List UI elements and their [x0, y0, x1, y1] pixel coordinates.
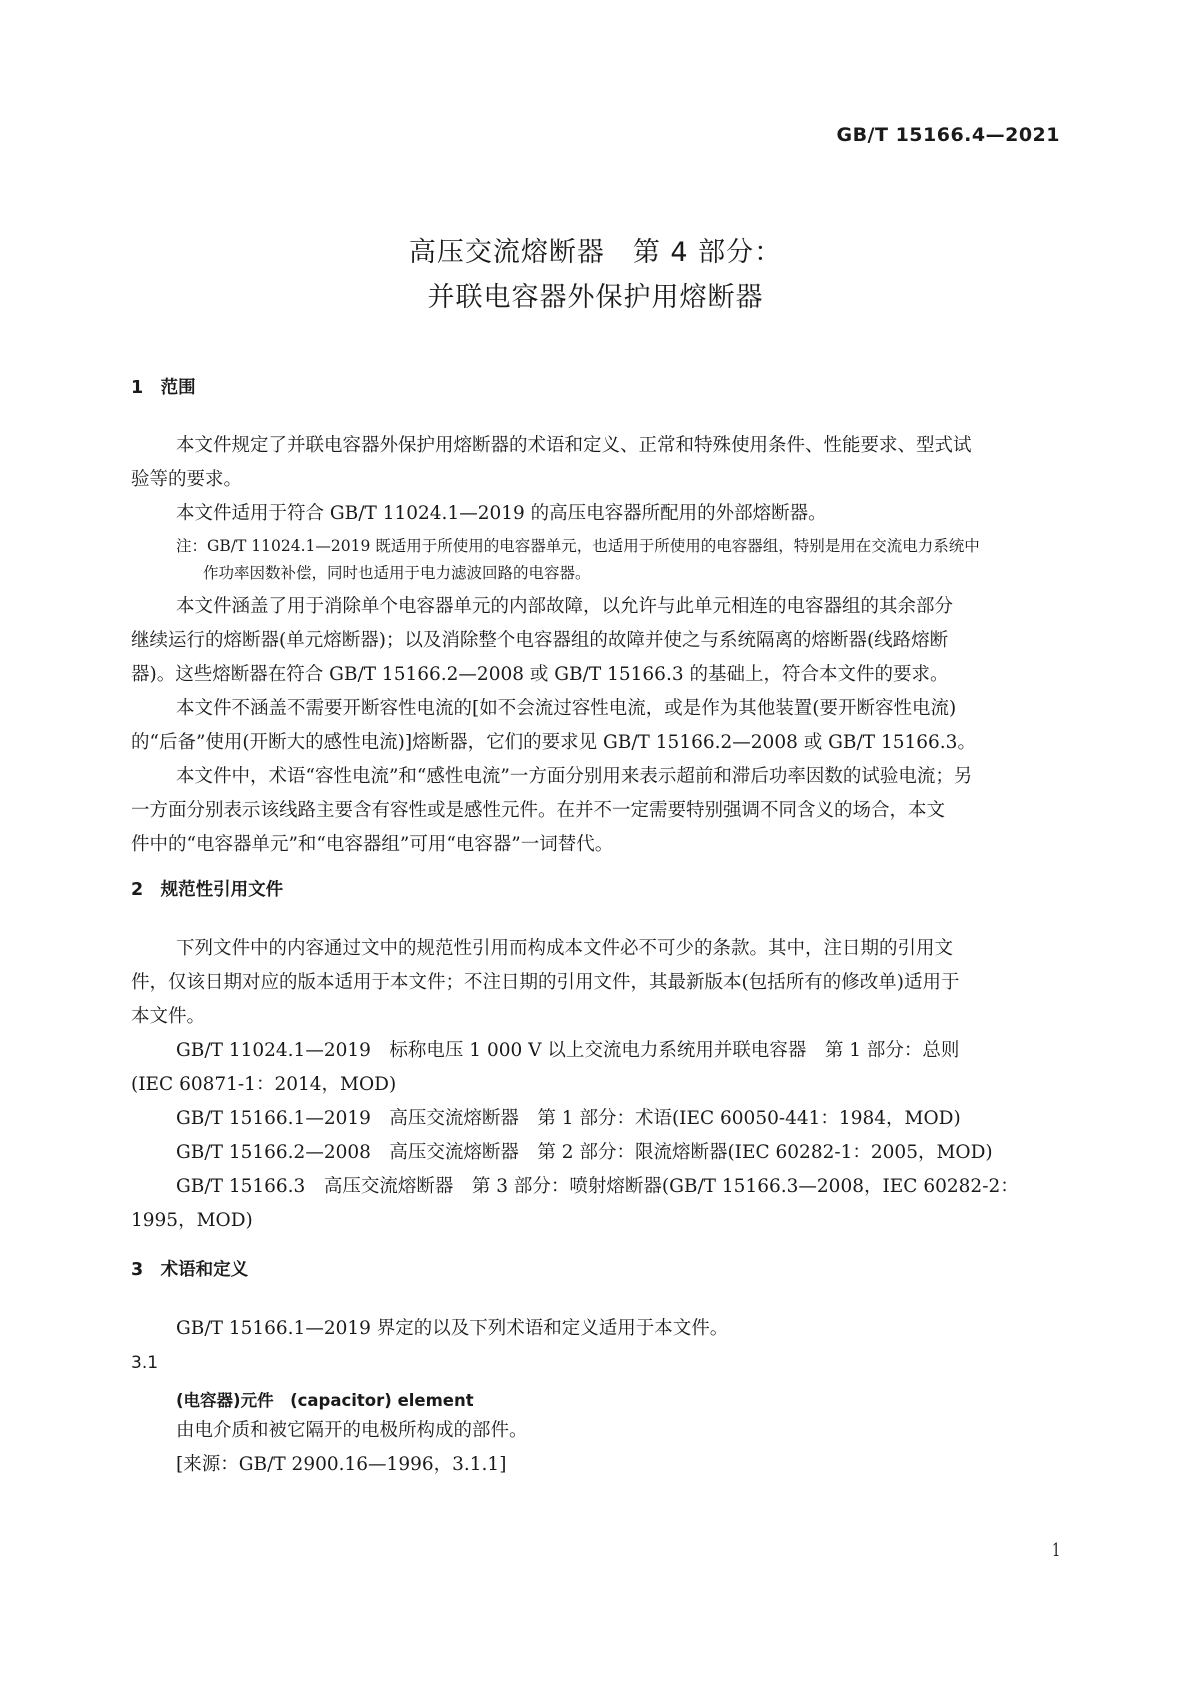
term-source: [来源：GB/T 2900.16—1996，3.1.1] [176, 1454, 507, 1475]
section-3-heading: 3 术语和定义 [131, 1260, 249, 1280]
s2-ref-1-line-1: GB/T 11024.1—2019 标称电压 1 000 V 以上交流电力系统用并联电容器 第 1 部分：总则 [176, 1040, 960, 1061]
s2-p1-line-1: 下列文件中的内容通过文中的规范性引用而构成本文件必不可少的条款。其中，注日期的引用文 [176, 938, 954, 959]
document-number: GB/T 15166.4—2021 [836, 124, 1060, 146]
s1-p5-line-1: 本文件中，术语“容性电流”和“感性电流”一方面分别用来表示超前和滞后功率因数的试验电流；另 [176, 766, 973, 787]
section-2-heading: 2 规范性引用文件 [131, 880, 284, 900]
s2-p1-line-3: 本文件。 [131, 1006, 206, 1027]
term-name: (电容器)元件 (capacitor) element [176, 1391, 474, 1410]
s1-p5-line-3: 件中的“电容器单元”和“电容器组”可用“电容器”一词替代。 [131, 834, 614, 855]
s2-ref-2: GB/T 15166.1—2019 高压交流熔断器 第 1 部分：术语(IEC 60050-441：1984，MOD) [176, 1108, 961, 1129]
s1-note-line-1: 注：GB/T 11024.1—2019 既适用于所使用的电容器单元，也适用于所使用的电容器组，特别是用在交流电力系统中 [176, 537, 980, 555]
section-1-heading: 1 范围 [131, 378, 196, 398]
s1-p4-line-1: 本文件不涵盖不需要开断容性电流的[如不会流过容性电流，或是作为其他装置(要开断容性电流) [176, 698, 957, 719]
s2-ref-4-line-1: GB/T 15166.3 高压交流熔断器 第 3 部分：喷射熔断器(GB/T 15166.3—2008，IEC 60282-2： [176, 1176, 1019, 1197]
s2-p1-line-2: 件，仅该日期对应的版本适用于本文件；不注日期的引用文件，其最新版本(包括所有的修改单)适用于 [131, 972, 960, 993]
term-entry-number: 3.1 [131, 1353, 159, 1373]
s1-p4-line-2: 的“后备”使用(开断大的感性电流)]熔断器，它们的要求见 GB/T 15166.2—2008 或 GB/T 15166.3。 [131, 732, 976, 753]
s1-note-line-2: 作功率因数补偿，同时也适用于电力滤波回路的电容器。 [203, 564, 591, 582]
s2-ref-1-line-2: (IEC 60871-1：2014，MOD) [131, 1074, 397, 1095]
s1-p1-line-2: 验等的要求。 [131, 469, 243, 490]
title-line-1: 高压交流熔断器 第 4 部分： [408, 237, 783, 268]
s2-ref-4-line-2: 1995，MOD) [131, 1210, 253, 1231]
term-definition: 由电介质和被它隔开的电极所构成的部件。 [176, 1420, 528, 1441]
s2-ref-3: GB/T 15166.2—2008 高压交流熔断器 第 2 部分：限流熔断器(IEC 60282-1：2005，MOD) [176, 1142, 993, 1163]
s1-p1-line-1: 本文件规定了并联电容器外保护用熔断器的术语和定义、正常和特殊使用条件、性能要求、型式试 [176, 435, 972, 456]
s3-p1: GB/T 15166.1—2019 界定的以及下列术语和定义适用于本文件。 [176, 1318, 729, 1339]
s1-p3-line-3: 器)。这些熔断器在符合 GB/T 15166.2—2008 或 GB/T 15166.3 的基础上，符合本文件的要求。 [131, 664, 949, 685]
s1-p3-line-2: 继续运行的熔断器(单元熔断器)；以及消除整个电容器组的故障并使之与系统隔离的熔断器(线路熔断 [131, 630, 949, 651]
title-line-2: 并联电容器外保护用熔断器 [427, 282, 764, 313]
s1-p3-line-1: 本文件涵盖了用于消除单个电容器单元的内部故障，以允许与此单元相连的电容器组的其余部分 [176, 596, 954, 617]
s1-p5-line-2: 一方面分别表示该线路主要含有容性或是感性元件。在并不一定需要特别强调不同含义的场合，本文 [131, 800, 946, 821]
s1-p2: 本文件适用于符合 GB/T 11024.1—2019 的高压电容器所配用的外部熔断器。 [176, 503, 827, 524]
page-number: 1 [1052, 1540, 1061, 1561]
